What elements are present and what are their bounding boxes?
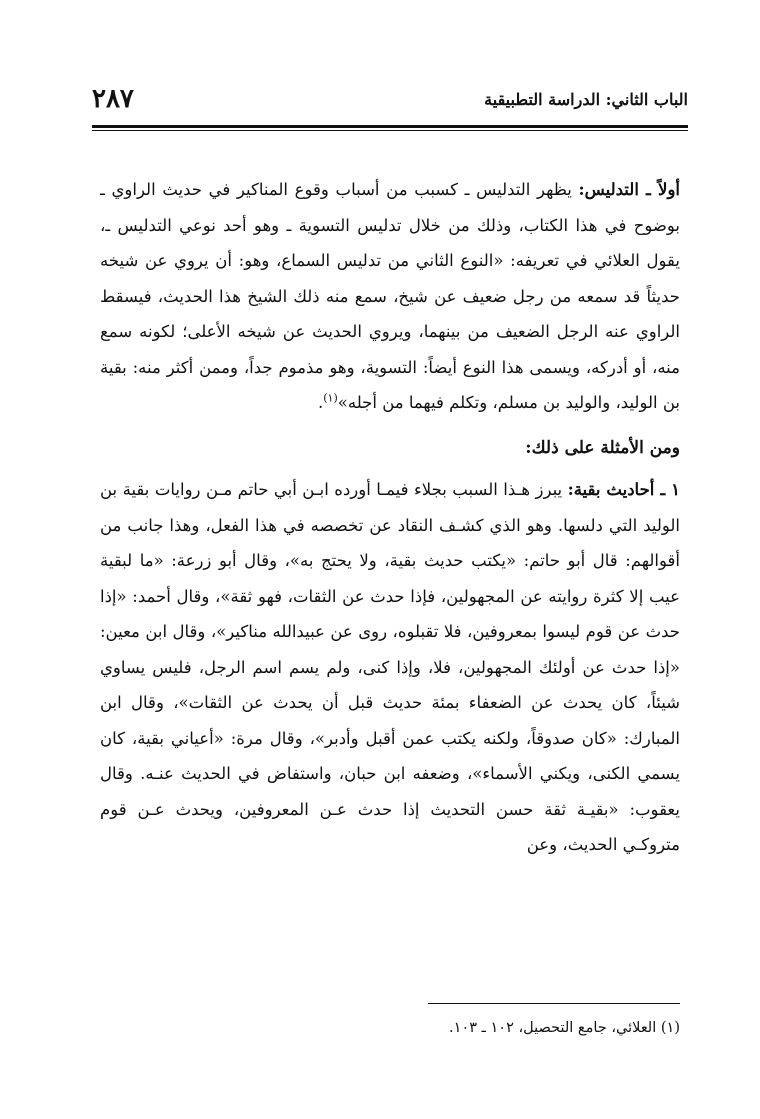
main-text [100, 172, 680, 863]
footnote: (١) العلائي، جامع التحصيل، ١٠٢ ـ ١٠٣. [449, 1020, 680, 1036]
section-lead-baqiyya: ١ ـ أحاديث بقية: [567, 480, 680, 499]
examples-heading: ومن الأمثلة على ذلك: [525, 437, 680, 458]
paragraph-baqiyya-text: يبرز هـذا السبب بجلاء فيمـا أورده ابـن أبي حاتم مـن روايات بقية بن الوليد التي دلسها. وهو الذي كشـف النقاد عن تخصصه في هذا الفعل، وهذا جانب من أقوالهم: قال أبو حاتم: «يكتب حديث بقية، ولا يحتج به»، وقال أبو زرعة: «ما لبقية عيب إلا كثرة روايته عن المجهولين، فإذا حدث عن الثقات، فهو ثقة»، وقال أحمد: «إذا حدث عن قوم ليسوا بمعروفين، فلا تقبلوه، روى عن عبيدالله مناكير»، وقال ابن معين: «إذا حدث عن أولئك المجهولين، فلا، وإذا كنى، ولم يسم اسم الرجل، فليس يساوي شيئاً، كان يحدث عن الضعفاء بمئة حديث قبل أن يحدث عن الثقات»، وقال ابن المبارك: «كان صدوقاً، ولكنه يكتب عمن أقبل وأدبر»، وقال مرة: «أعياني بقية، كان يسمي الكنى، ويكني الأسماء»، وضعفه ابن حبان، واستفاض في الحديث عنـه. وقال يعقوب: «بقيـة ثقة حسن التحديث إذا حدث عـن المعروفين، ويحدث عـن قوم متروكـي الحديث، وعن [100, 480, 680, 854]
page-number: ٢٨٧ [92, 84, 134, 114]
header-divider [92, 125, 688, 130]
paragraph-tadlis-end: . [318, 393, 324, 412]
paragraph-tadlis-text: يظهر التدليس ـ كسبب من أسباب وقوع المناكير في حديث الراوي ـ بوضوح في هذا الكتاب، وذلك من خلال تدليس التسوية ـ وهو أحد نوعي التدليس ـ، يقول العلائي في تعريفه: «النوع الثاني من تدليس السماع، وهو: أن يروي عن شيخه حديثاً قد سمعه من رجل ضعيف عن شيخ، سمع منه ذلك الشيخ هذا الحديث، فيسقط الراوي عنه الرجل الضعيف من بينهما، ويروي الحديث عن شيخه الأعلى؛ لكونه سمع منه، أو أدركه، ويسمى هذا النوع أيضاً: التسوية، وهو مذموم جداً، وممن أكثر منه: بقية بن الوليد، والوليد بن مسلم، وتكلم فيهما من أجله» [100, 180, 680, 412]
footnote-reference[interactable]: (١) [323, 391, 338, 405]
running-header [92, 84, 688, 124]
paragraph-baqiyya [100, 472, 680, 863]
footnote-divider [428, 1003, 680, 1004]
chapter-title: الباب الثاني: الدراسة التطبيقية [484, 90, 688, 109]
section-lead-tadlis: أولاً ـ التدليس: [578, 180, 680, 199]
paragraph-tadlis [100, 172, 680, 421]
